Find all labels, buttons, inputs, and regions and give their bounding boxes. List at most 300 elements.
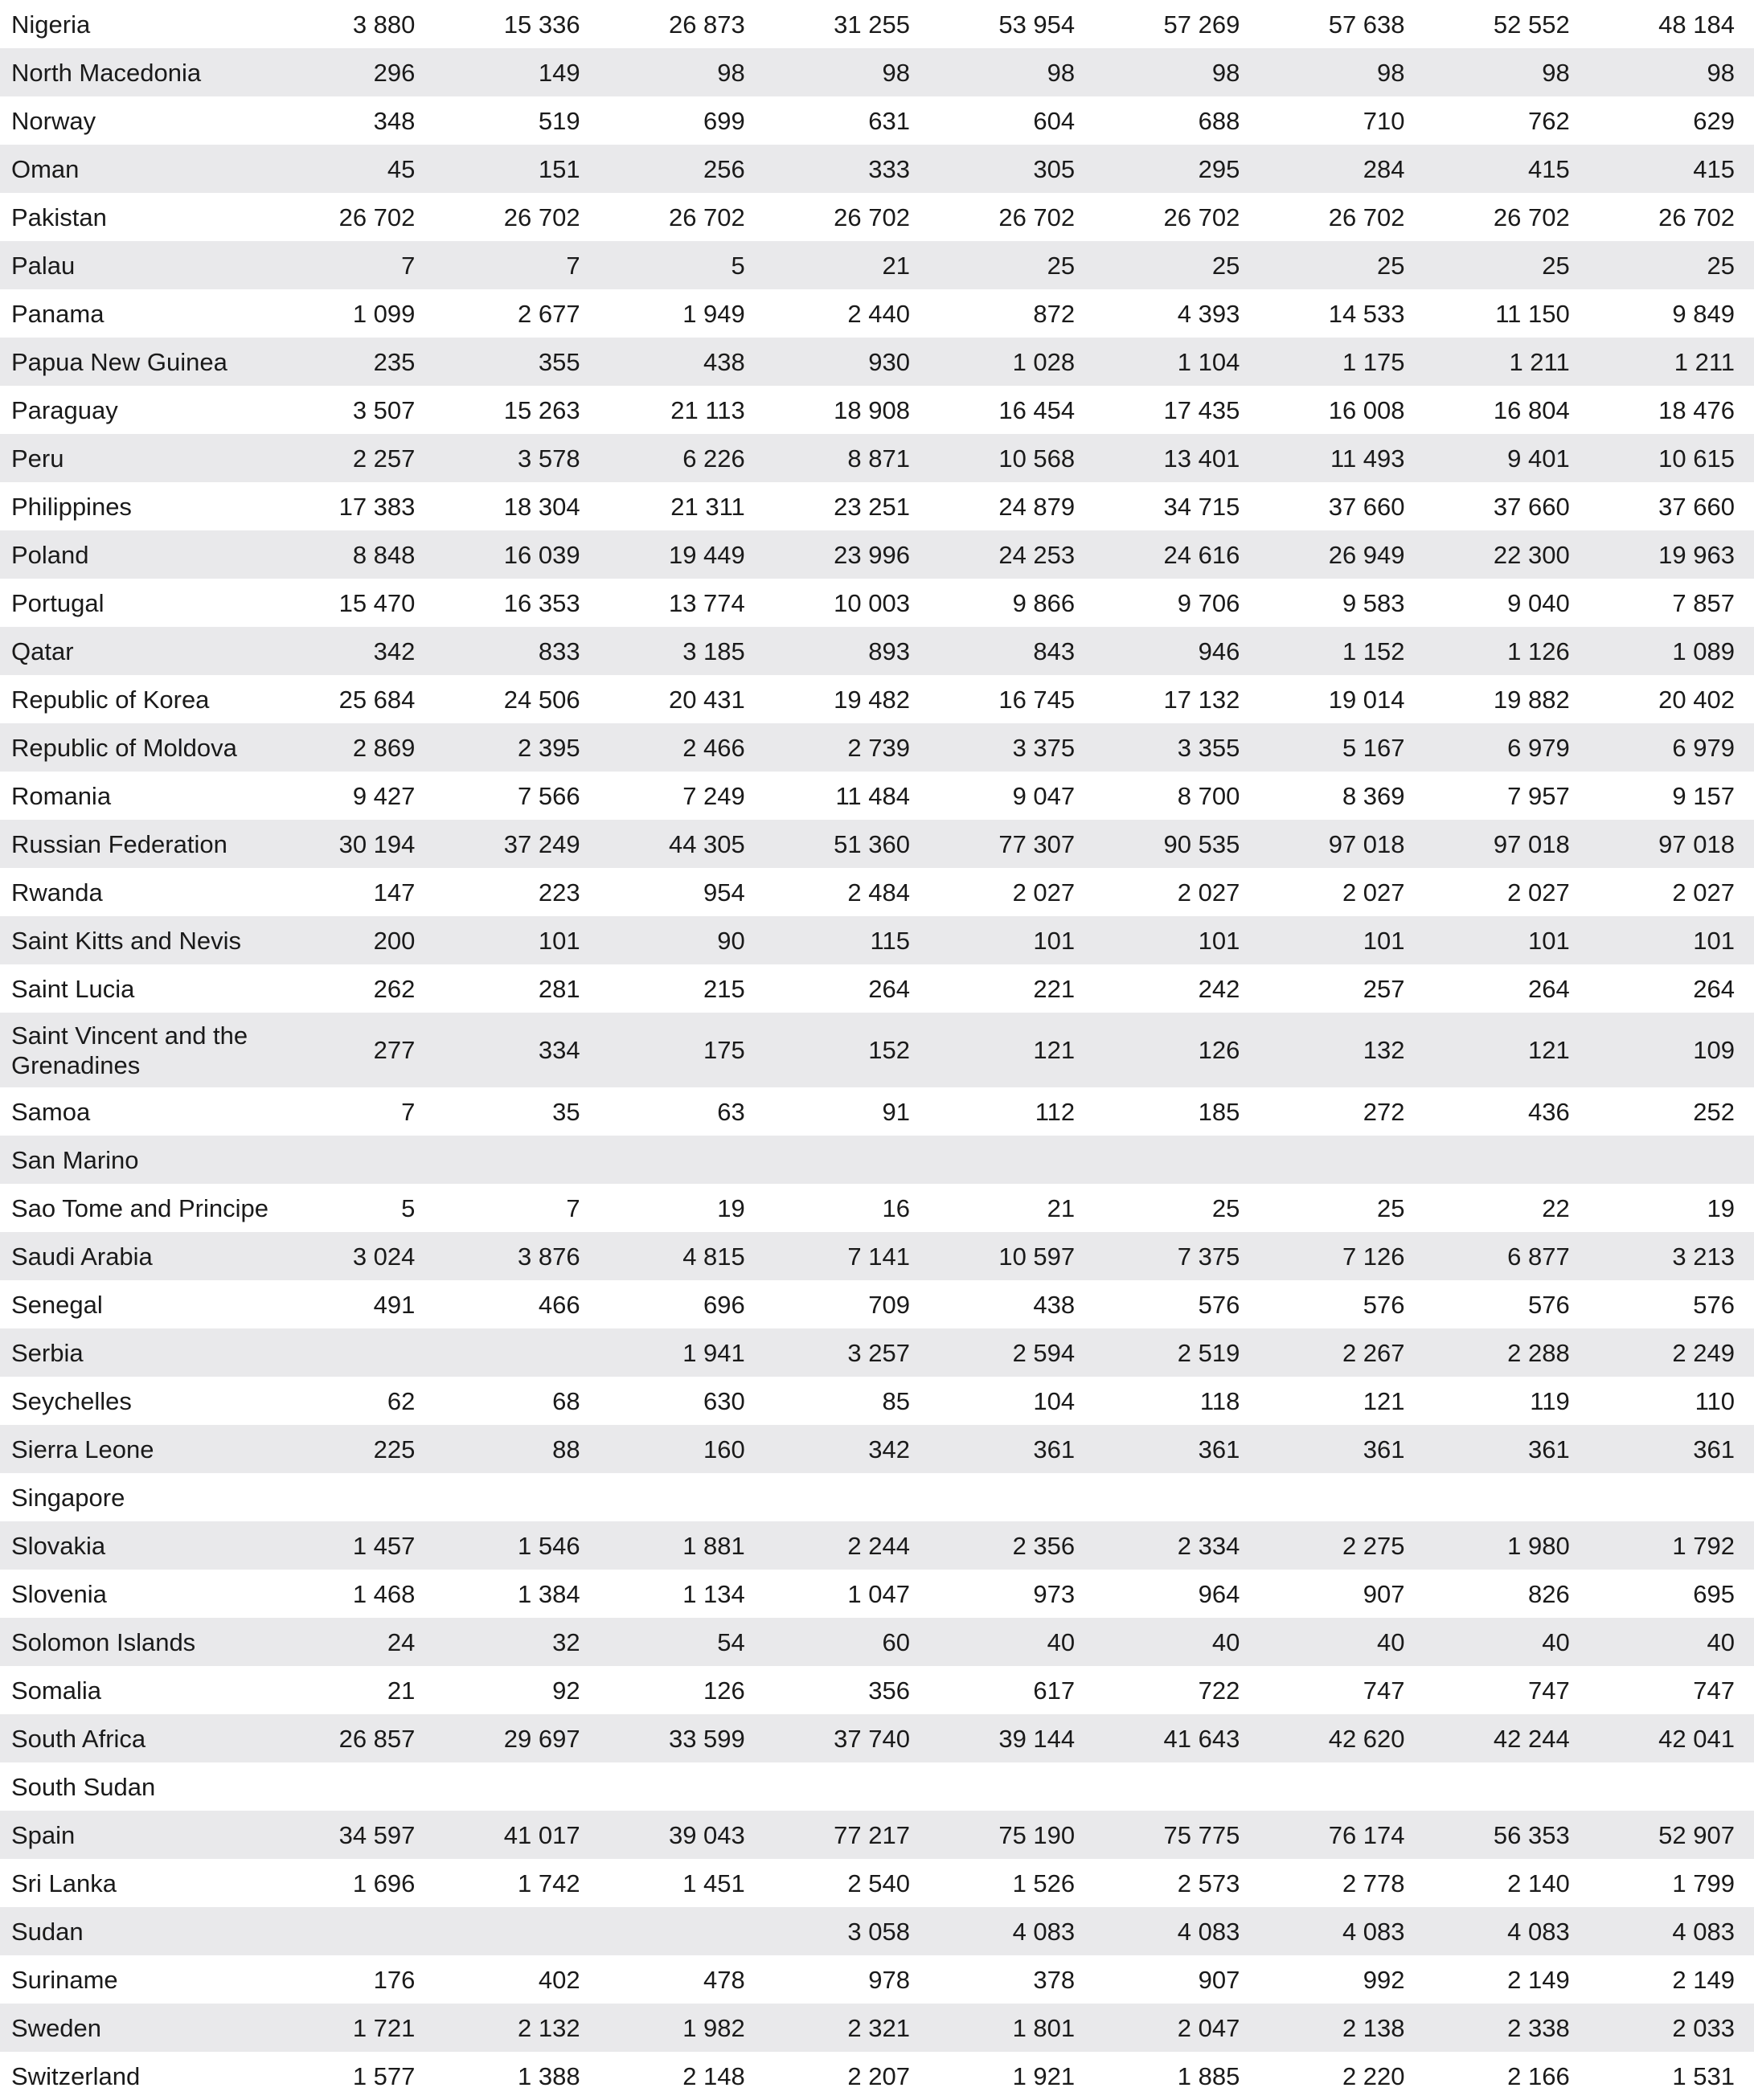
country-name-cell: Senegal xyxy=(11,1290,103,1319)
value-cell: 221 xyxy=(1033,974,1076,1003)
value-cell: 60 xyxy=(882,1627,910,1656)
value-cell: 264 xyxy=(868,974,910,1003)
value-cell: 68 xyxy=(552,1386,580,1415)
value-cell: 110 xyxy=(1695,1386,1735,1415)
value-cell: 35 xyxy=(552,1097,580,1126)
value-cell: 126 xyxy=(1198,1036,1240,1064)
country-name-cell: Sao Tome and Principe xyxy=(11,1193,268,1222)
value-cell xyxy=(269,1762,434,1811)
value-cell: 3 213 xyxy=(1672,1242,1735,1271)
country-name-cell: Somalia xyxy=(11,1676,101,1705)
table-row xyxy=(0,868,1754,916)
table-row xyxy=(0,1618,1754,1666)
table-row xyxy=(0,1087,1754,1136)
value-cell: 40 xyxy=(1377,1627,1405,1656)
value-cell: 2 677 xyxy=(518,299,580,328)
value-cell: 85 xyxy=(882,1386,910,1415)
value-cell: 2 220 xyxy=(1342,2061,1405,2090)
value-cell: 26 702 xyxy=(668,203,745,231)
value-cell: 42 041 xyxy=(1658,1724,1735,1753)
value-cell: 3 257 xyxy=(847,1338,910,1367)
value-cell: 185 xyxy=(1198,1097,1240,1126)
value-cell: 7 xyxy=(566,1193,580,1222)
value-cell: 1 028 xyxy=(1012,347,1076,376)
value-cell: 109 xyxy=(1693,1036,1735,1064)
value-cell: 16 454 xyxy=(998,395,1076,424)
value-cell: 8 848 xyxy=(352,540,416,569)
value-cell: 16 745 xyxy=(998,685,1076,714)
value-cell: 1 211 xyxy=(1674,347,1735,376)
value-cell xyxy=(764,1762,929,1811)
table-row xyxy=(0,2052,1754,2100)
value-cell: 3 507 xyxy=(352,395,416,424)
value-cell: 25 xyxy=(1047,251,1076,280)
value-cell xyxy=(269,1473,434,1521)
value-cell: 4 815 xyxy=(682,1242,745,1271)
value-cell: 7 xyxy=(566,251,580,280)
table-row xyxy=(0,1955,1754,2004)
value-cell: 262 xyxy=(373,974,416,1003)
value-cell: 2 484 xyxy=(847,878,910,907)
value-cell xyxy=(764,1136,929,1184)
value-cell: 149 xyxy=(538,58,580,87)
value-cell: 132 xyxy=(1363,1036,1405,1064)
value-cell: 26 702 xyxy=(503,203,580,231)
value-cell: 41 017 xyxy=(503,1820,580,1849)
value-cell: 843 xyxy=(1033,637,1076,665)
value-cell: 16 008 xyxy=(1328,395,1405,424)
value-cell: 19 482 xyxy=(834,685,910,714)
value-cell: 1 546 xyxy=(518,1531,580,1560)
value-cell: 491 xyxy=(373,1290,416,1319)
value-cell: 436 xyxy=(1527,1097,1570,1126)
value-cell: 91 xyxy=(882,1097,910,1126)
value-cell: 15 263 xyxy=(503,395,580,424)
value-cell xyxy=(269,1328,434,1377)
value-cell: 119 xyxy=(1530,1386,1570,1415)
value-cell: 75 775 xyxy=(1163,1820,1240,1849)
value-cell: 9 706 xyxy=(1177,588,1240,617)
value-cell: 2 047 xyxy=(1177,2013,1240,2042)
country-name-cell: Saint Vincent and the Grenadines xyxy=(11,1021,248,1079)
value-cell: 26 702 xyxy=(1163,203,1240,231)
value-cell: 98 xyxy=(1707,58,1735,87)
value-cell: 24 506 xyxy=(503,685,580,714)
value-cell: 101 xyxy=(1693,926,1735,955)
value-cell: 946 xyxy=(1198,637,1240,665)
value-cell: 6 979 xyxy=(1672,733,1735,762)
table-row xyxy=(0,820,1754,868)
value-cell: 378 xyxy=(1033,1965,1076,1994)
value-cell: 26 702 xyxy=(998,203,1076,231)
value-cell xyxy=(1424,1473,1589,1521)
value-cell: 1 941 xyxy=(682,1338,745,1367)
value-cell: 7 957 xyxy=(1507,781,1570,810)
value-cell: 747 xyxy=(1363,1676,1405,1705)
table-row xyxy=(0,1328,1754,1377)
value-cell: 257 xyxy=(1363,974,1405,1003)
value-cell: 3 880 xyxy=(352,10,416,39)
value-cell: 2 138 xyxy=(1342,2013,1405,2042)
value-cell: 1 949 xyxy=(682,299,745,328)
value-cell: 2 027 xyxy=(1177,878,1240,907)
value-cell: 32 xyxy=(552,1627,580,1656)
value-cell: 10 615 xyxy=(1658,444,1735,473)
value-cell: 19 963 xyxy=(1658,540,1735,569)
value-cell: 1 384 xyxy=(518,1579,580,1608)
value-cell xyxy=(434,1473,599,1521)
value-cell xyxy=(434,1328,599,1377)
value-cell: 1 526 xyxy=(1012,1869,1076,1897)
value-cell: 604 xyxy=(1033,106,1076,135)
value-cell: 48 184 xyxy=(1658,10,1735,39)
value-cell: 104 xyxy=(1033,1386,1076,1415)
table-row xyxy=(0,386,1754,434)
value-cell: 121 xyxy=(1527,1036,1570,1064)
value-cell: 402 xyxy=(538,1965,580,1994)
value-cell: 14 533 xyxy=(1328,299,1405,328)
value-cell: 9 427 xyxy=(352,781,416,810)
value-cell: 54 xyxy=(717,1627,745,1656)
table-row xyxy=(0,1521,1754,1570)
value-cell: 57 638 xyxy=(1328,10,1405,39)
value-cell: 175 xyxy=(703,1036,745,1064)
value-cell: 41 643 xyxy=(1163,1724,1240,1753)
value-cell: 2 321 xyxy=(847,2013,910,2042)
value-cell: 630 xyxy=(703,1386,745,1415)
value-cell: 992 xyxy=(1363,1965,1405,1994)
value-cell: 26 702 xyxy=(1493,203,1570,231)
value-cell xyxy=(1424,1136,1589,1184)
value-cell: 53 954 xyxy=(998,10,1076,39)
value-cell: 695 xyxy=(1693,1579,1735,1608)
value-cell: 415 xyxy=(1693,154,1735,183)
value-cell xyxy=(1094,1762,1259,1811)
value-cell: 334 xyxy=(538,1036,580,1064)
value-cell xyxy=(269,1136,434,1184)
value-cell: 2 149 xyxy=(1507,1965,1570,1994)
value-cell: 9 866 xyxy=(1012,588,1076,617)
value-cell: 1 801 xyxy=(1012,2013,1076,2042)
value-cell: 4 083 xyxy=(1672,1917,1735,1946)
value-cell: 25 xyxy=(1377,1193,1405,1222)
table-row xyxy=(0,0,1754,48)
value-cell: 348 xyxy=(373,106,416,135)
value-cell: 39 144 xyxy=(998,1724,1076,1753)
value-cell xyxy=(1589,1136,1754,1184)
value-cell xyxy=(269,1907,434,1955)
value-cell: 576 xyxy=(1363,1290,1405,1319)
value-cell: 964 xyxy=(1198,1579,1240,1608)
value-cell: 24 879 xyxy=(998,492,1076,521)
value-cell: 2 540 xyxy=(847,1869,910,1897)
value-cell: 1 134 xyxy=(682,1579,745,1608)
value-cell: 355 xyxy=(538,347,580,376)
value-cell: 2 149 xyxy=(1672,1965,1735,1994)
value-cell: 30 194 xyxy=(338,829,416,858)
country-name-cell: Suriname xyxy=(11,1965,118,1994)
value-cell: 2 573 xyxy=(1177,1869,1240,1897)
value-cell: 519 xyxy=(538,106,580,135)
value-cell: 722 xyxy=(1198,1676,1240,1705)
value-cell: 101 xyxy=(1363,926,1405,955)
value-cell: 39 043 xyxy=(668,1820,745,1849)
value-cell xyxy=(1589,1473,1754,1521)
value-cell: 90 xyxy=(717,926,745,955)
value-cell: 3 578 xyxy=(518,444,580,473)
value-cell: 342 xyxy=(373,637,416,665)
value-cell: 617 xyxy=(1033,1676,1076,1705)
value-cell: 19 xyxy=(1707,1193,1735,1222)
value-cell: 1 721 xyxy=(352,2013,416,2042)
value-cell: 2 466 xyxy=(682,733,745,762)
value-cell: 25 684 xyxy=(338,685,416,714)
value-cell xyxy=(1259,1473,1424,1521)
table-row xyxy=(0,2004,1754,2052)
value-cell: 264 xyxy=(1527,974,1570,1003)
table-row xyxy=(0,1377,1754,1425)
value-cell: 7 249 xyxy=(682,781,745,810)
value-cell xyxy=(1259,1136,1424,1184)
value-cell: 3 185 xyxy=(682,637,745,665)
value-cell: 147 xyxy=(373,878,416,907)
country-name-cell: Slovakia xyxy=(11,1531,106,1560)
value-cell: 215 xyxy=(703,974,745,1003)
value-cell: 978 xyxy=(868,1965,910,1994)
table-row xyxy=(0,1714,1754,1762)
value-cell: 3 024 xyxy=(352,1242,416,1271)
country-name-cell: Qatar xyxy=(11,637,74,665)
value-cell: 2 244 xyxy=(847,1531,910,1560)
value-cell: 25 xyxy=(1211,251,1240,280)
value-cell: 76 174 xyxy=(1328,1820,1405,1849)
value-cell: 7 xyxy=(401,251,416,280)
value-cell: 11 150 xyxy=(1495,299,1570,328)
value-cell: 1 980 xyxy=(1507,1531,1570,1560)
value-cell: 2 132 xyxy=(518,2013,580,2042)
value-cell xyxy=(434,1762,599,1811)
value-cell: 21 xyxy=(882,251,910,280)
value-cell: 98 xyxy=(1211,58,1240,87)
value-cell: 9 040 xyxy=(1507,588,1570,617)
value-cell: 2 027 xyxy=(1507,878,1570,907)
value-cell: 20 431 xyxy=(668,685,745,714)
value-cell: 2 869 xyxy=(352,733,416,762)
country-name-cell: Samoa xyxy=(11,1097,91,1126)
value-cell: 10 568 xyxy=(998,444,1076,473)
value-cell: 24 xyxy=(387,1627,416,1656)
country-name-cell: Sudan xyxy=(11,1917,84,1946)
value-cell: 1 211 xyxy=(1509,347,1570,376)
table-row xyxy=(0,916,1754,964)
value-cell xyxy=(600,1136,764,1184)
value-cell xyxy=(1094,1473,1259,1521)
value-cell: 576 xyxy=(1198,1290,1240,1319)
value-cell: 29 697 xyxy=(503,1724,580,1753)
value-cell: 2 027 xyxy=(1012,878,1076,907)
value-cell: 13 401 xyxy=(1163,444,1240,473)
value-cell: 26 702 xyxy=(1658,203,1735,231)
country-name-cell: Papua New Guinea xyxy=(11,347,227,376)
value-cell: 699 xyxy=(703,106,745,135)
country-name-cell: San Marino xyxy=(11,1145,139,1174)
value-cell: 9 047 xyxy=(1012,781,1076,810)
value-cell: 7 566 xyxy=(518,781,580,810)
value-cell: 7 857 xyxy=(1672,588,1735,617)
value-cell xyxy=(929,1473,1094,1521)
value-cell: 18 304 xyxy=(503,492,580,521)
value-cell: 8 369 xyxy=(1342,781,1405,810)
value-cell: 1 152 xyxy=(1342,637,1405,665)
value-cell: 22 xyxy=(1542,1193,1570,1222)
value-cell xyxy=(600,1907,764,1955)
table-row xyxy=(0,193,1754,241)
table-row xyxy=(0,1859,1754,1907)
value-cell: 2 275 xyxy=(1342,1531,1405,1560)
value-cell: 98 xyxy=(1542,58,1570,87)
table-row xyxy=(0,48,1754,96)
value-cell: 252 xyxy=(1693,1097,1735,1126)
value-cell: 4 083 xyxy=(1507,1917,1570,1946)
value-cell: 151 xyxy=(538,154,580,183)
table-row xyxy=(0,1570,1754,1618)
table-row xyxy=(0,434,1754,482)
value-cell: 361 xyxy=(1527,1435,1570,1463)
value-cell: 98 xyxy=(717,58,745,87)
value-cell: 52 552 xyxy=(1493,10,1570,39)
country-name-cell: Switzerland xyxy=(11,2061,141,2090)
country-name-cell: Norway xyxy=(11,106,96,135)
value-cell: 10 597 xyxy=(998,1242,1076,1271)
value-cell: 20 402 xyxy=(1658,685,1735,714)
value-cell: 101 xyxy=(1198,926,1240,955)
value-cell xyxy=(764,1473,929,1521)
value-cell: 2 395 xyxy=(518,733,580,762)
value-cell: 242 xyxy=(1198,974,1240,1003)
value-cell: 37 249 xyxy=(503,829,580,858)
value-cell: 1 468 xyxy=(352,1579,416,1608)
value-cell: 63 xyxy=(717,1097,745,1126)
value-cell: 826 xyxy=(1527,1579,1570,1608)
value-cell xyxy=(929,1762,1094,1811)
value-cell: 9 583 xyxy=(1342,588,1405,617)
value-cell: 8 871 xyxy=(847,444,910,473)
country-name-cell: Nigeria xyxy=(11,10,91,39)
value-cell: 101 xyxy=(1527,926,1570,955)
value-cell: 2 334 xyxy=(1177,1531,1240,1560)
value-cell: 2 027 xyxy=(1342,878,1405,907)
value-cell: 2 778 xyxy=(1342,1869,1405,1897)
value-cell: 16 xyxy=(882,1193,910,1222)
value-cell: 97 018 xyxy=(1493,829,1570,858)
value-cell: 51 360 xyxy=(834,829,910,858)
country-name-cell: Solomon Islands xyxy=(11,1627,196,1656)
value-cell: 40 xyxy=(1707,1627,1735,1656)
country-name-cell: Portugal xyxy=(11,588,105,617)
country-name-cell: Republic of Moldova xyxy=(11,733,237,762)
value-cell: 281 xyxy=(538,974,580,1003)
value-cell: 26 702 xyxy=(338,203,416,231)
value-cell: 5 xyxy=(401,1193,416,1222)
value-cell: 77 307 xyxy=(998,829,1076,858)
value-cell: 272 xyxy=(1363,1097,1405,1126)
value-cell: 2 249 xyxy=(1672,1338,1735,1367)
value-cell: 37 660 xyxy=(1658,492,1735,521)
value-cell: 3 375 xyxy=(1012,733,1076,762)
value-cell: 18 476 xyxy=(1658,395,1735,424)
value-cell: 1 982 xyxy=(682,2013,745,2042)
country-name-cell: Saudi Arabia xyxy=(11,1242,153,1271)
value-cell: 264 xyxy=(1693,974,1735,1003)
value-cell: 415 xyxy=(1527,154,1570,183)
country-name-cell: Russian Federation xyxy=(11,829,227,858)
value-cell xyxy=(1259,1762,1424,1811)
value-cell: 126 xyxy=(703,1676,745,1705)
value-cell: 361 xyxy=(1198,1435,1240,1463)
country-name-cell: Poland xyxy=(11,540,89,569)
value-cell: 2 166 xyxy=(1507,2061,1570,2090)
value-cell: 26 702 xyxy=(1328,203,1405,231)
value-cell: 4 393 xyxy=(1177,299,1240,328)
value-cell: 15 470 xyxy=(338,588,416,617)
value-cell: 2 027 xyxy=(1672,878,1735,907)
value-cell: 23 996 xyxy=(834,540,910,569)
value-cell: 16 353 xyxy=(503,588,580,617)
value-cell: 2 267 xyxy=(1342,1338,1405,1367)
value-cell: 223 xyxy=(538,878,580,907)
value-cell: 361 xyxy=(1693,1435,1735,1463)
value-cell: 152 xyxy=(868,1036,910,1064)
value-cell: 19 882 xyxy=(1493,685,1570,714)
value-cell: 2 519 xyxy=(1177,1338,1240,1367)
value-cell: 6 226 xyxy=(682,444,745,473)
table-row xyxy=(0,96,1754,145)
country-name-cell: North Macedonia xyxy=(11,58,202,87)
table-row xyxy=(0,145,1754,193)
value-cell: 2 207 xyxy=(847,2061,910,2090)
value-cell: 893 xyxy=(868,637,910,665)
value-cell: 26 949 xyxy=(1328,540,1405,569)
value-cell: 5 xyxy=(731,251,745,280)
country-name-cell: Pakistan xyxy=(11,203,107,231)
value-cell: 52 907 xyxy=(1658,1820,1735,1849)
value-cell: 478 xyxy=(703,1965,745,1994)
value-cell: 1 104 xyxy=(1177,347,1240,376)
value-cell: 631 xyxy=(868,106,910,135)
value-cell: 3 876 xyxy=(518,1242,580,1271)
value-cell: 2 440 xyxy=(847,299,910,328)
value-cell: 25 xyxy=(1377,251,1405,280)
value-cell: 466 xyxy=(538,1290,580,1319)
value-cell: 1 885 xyxy=(1177,2061,1240,2090)
value-cell: 1 742 xyxy=(518,1869,580,1897)
value-cell: 19 449 xyxy=(668,540,745,569)
value-cell: 10 003 xyxy=(834,588,910,617)
value-cell: 101 xyxy=(538,926,580,955)
value-cell: 6 979 xyxy=(1507,733,1570,762)
country-name-cell: Palau xyxy=(11,251,76,280)
table-row xyxy=(0,1184,1754,1232)
country-name-cell: South Sudan xyxy=(11,1772,156,1801)
value-cell: 21 xyxy=(387,1676,416,1705)
value-cell: 21 311 xyxy=(670,492,745,521)
value-cell: 25 xyxy=(1211,1193,1240,1222)
value-cell: 160 xyxy=(703,1435,745,1463)
value-cell: 18 908 xyxy=(834,395,910,424)
value-cell: 8 700 xyxy=(1177,781,1240,810)
value-cell: 1 696 xyxy=(352,1869,416,1897)
country-name-cell: Singapore xyxy=(11,1483,125,1512)
